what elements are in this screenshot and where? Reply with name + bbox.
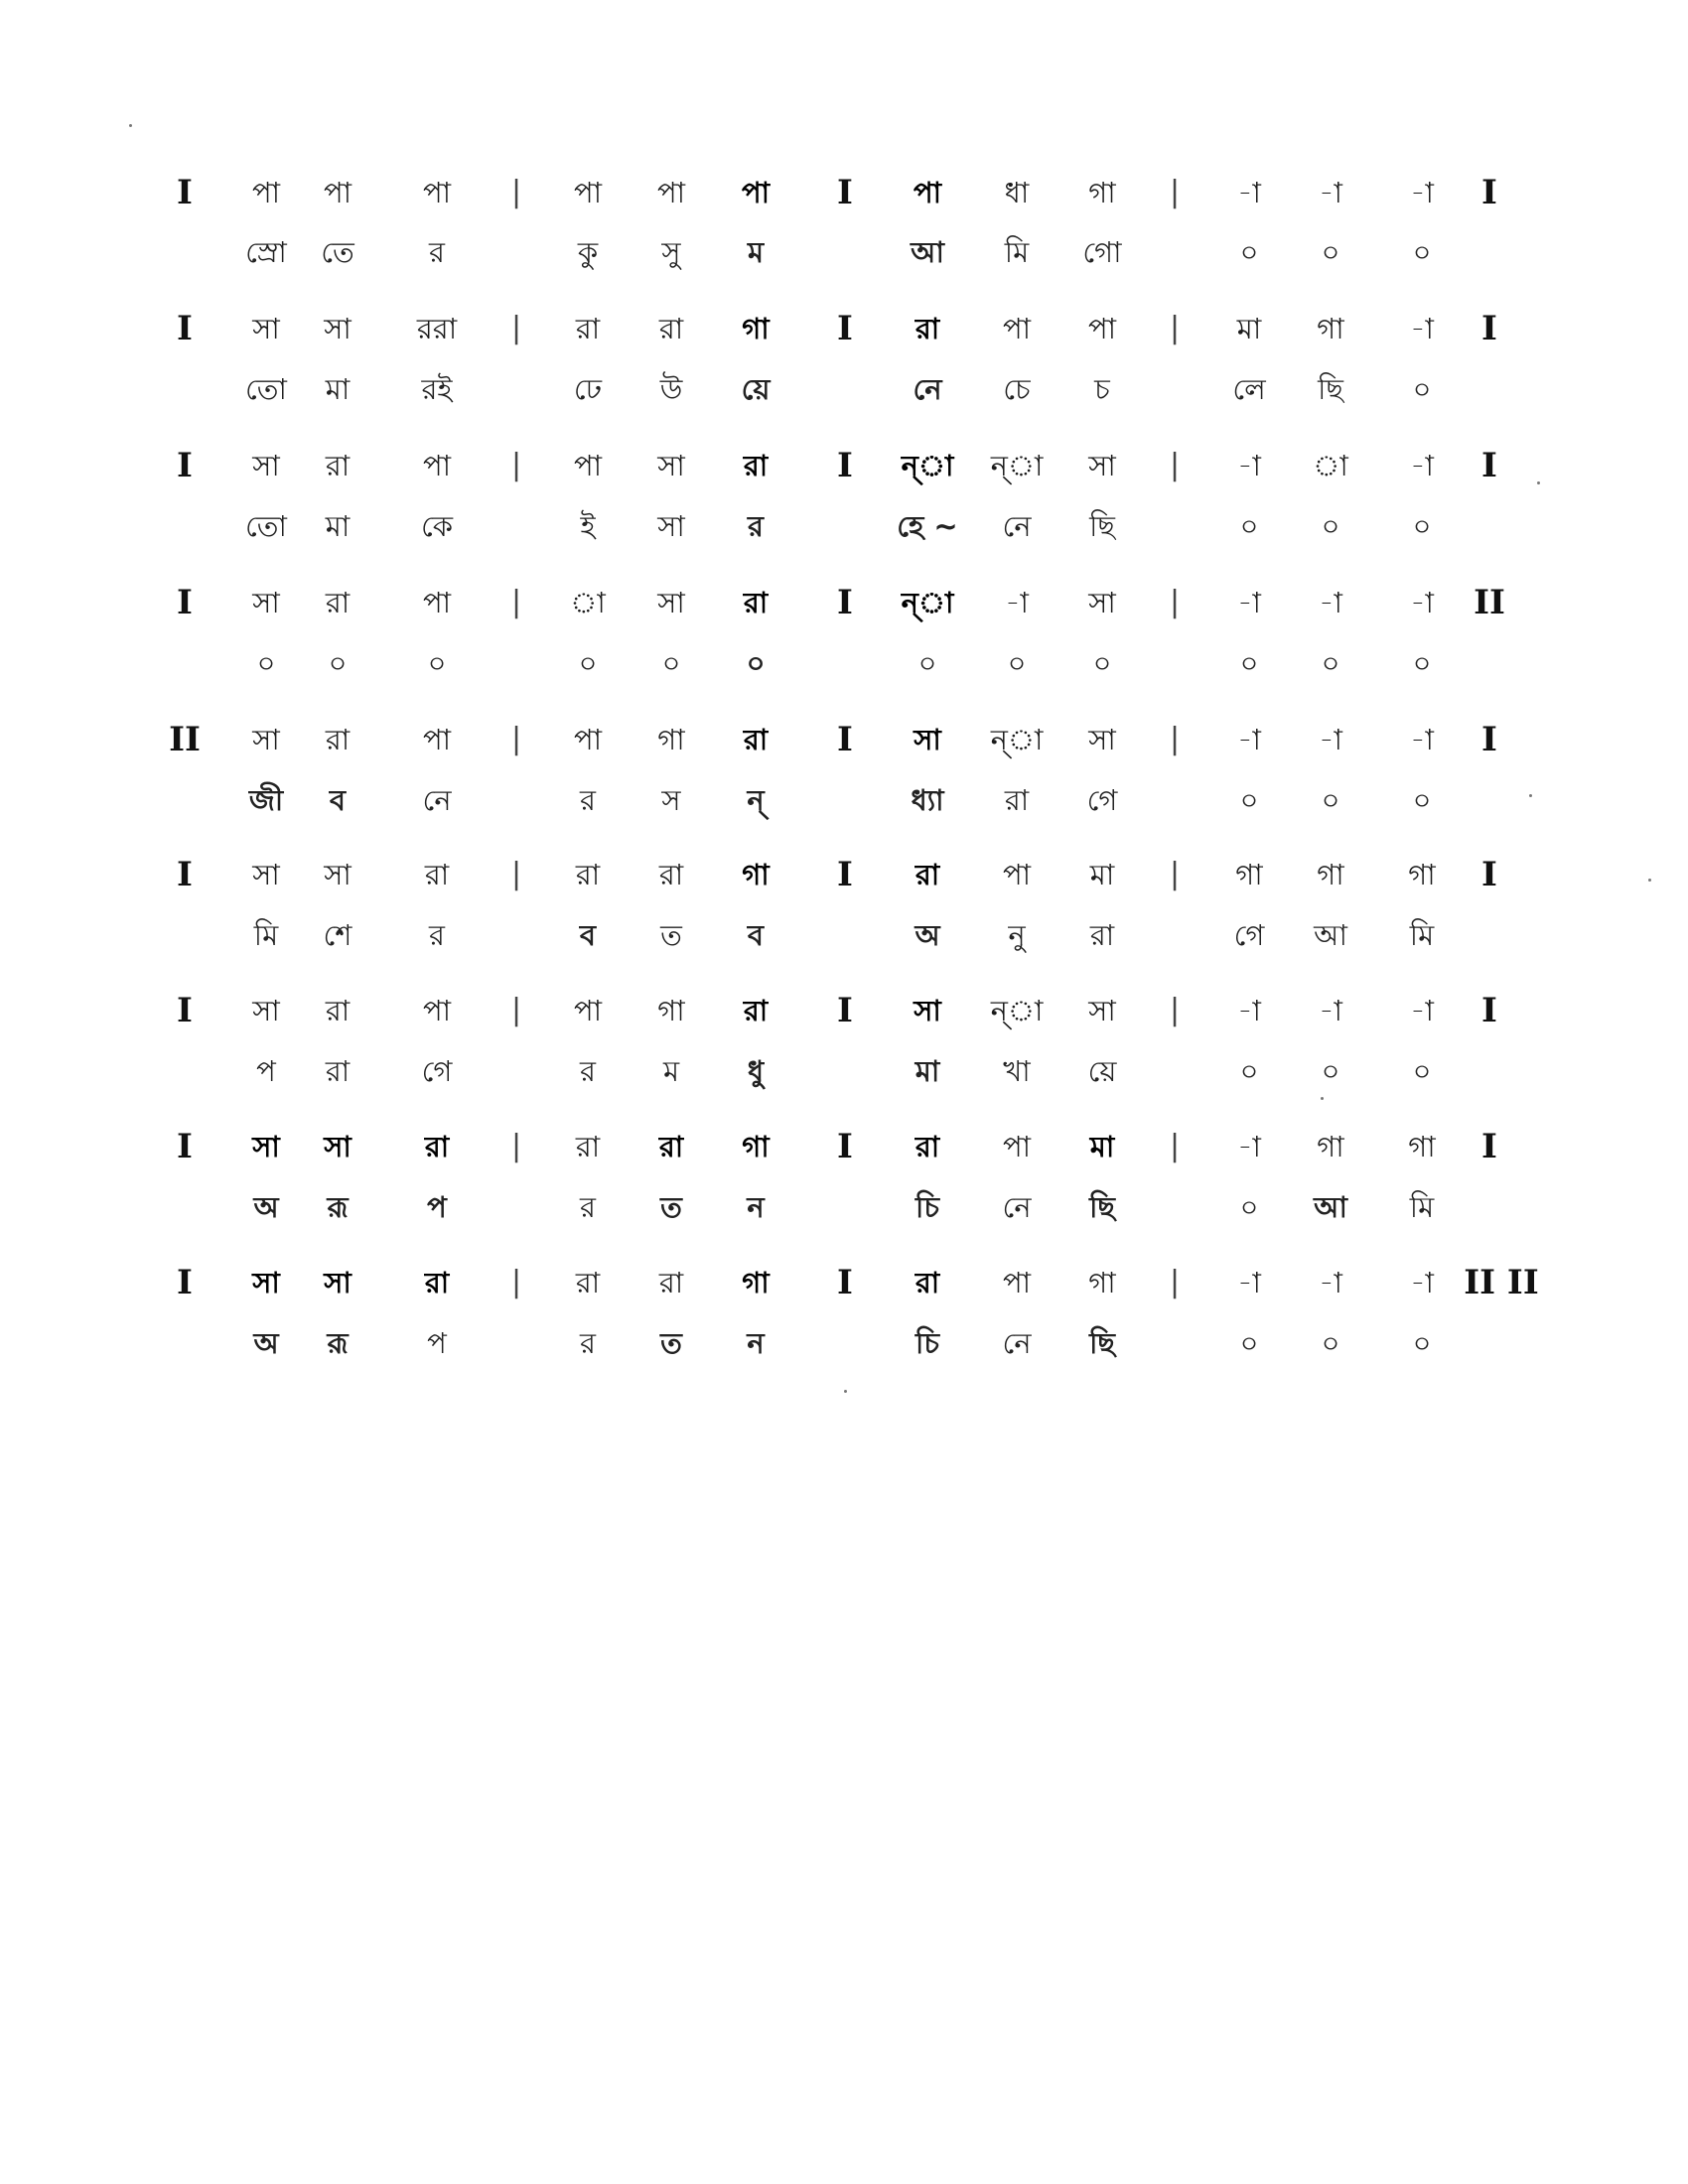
barline: I <box>837 991 853 1030</box>
beat-divider: | <box>510 1265 522 1299</box>
lyric-syllable: চে <box>1003 372 1031 406</box>
swara-note: পা <box>913 176 942 209</box>
swara-note: পা <box>1002 1266 1032 1299</box>
swara-note: গা <box>742 1266 770 1299</box>
swara-note: গা <box>1317 858 1344 891</box>
swara-note: ন্া <box>990 994 1044 1027</box>
lyric-syllable: তো <box>245 372 287 406</box>
lyric-syllable: সা <box>657 509 685 543</box>
swara-note: -া <box>1237 994 1261 1027</box>
scan-speck <box>1537 481 1540 484</box>
beat-divider: | <box>510 175 522 209</box>
barline: I <box>837 583 853 622</box>
swara-note: ন্া <box>901 586 954 619</box>
beat-divider: | <box>1169 857 1181 891</box>
swara-note: রা <box>914 1130 940 1163</box>
lyric-syllable: নু <box>1008 918 1026 952</box>
lyric-syllable: গে <box>421 1054 453 1088</box>
swara-note: রা <box>658 312 684 345</box>
swara-note: পা <box>422 449 452 482</box>
swara-note: গা <box>1088 1266 1116 1299</box>
swara-note: গা <box>1408 1130 1436 1163</box>
swara-note: গা <box>742 312 770 345</box>
swara-note: সা <box>252 994 280 1027</box>
lyric-syllable: নে <box>422 783 452 817</box>
lyric-syllable: ছি <box>1089 1190 1115 1224</box>
swara-note: রা <box>424 858 450 891</box>
swara-note: রা <box>424 1130 450 1163</box>
swara-note: গা <box>1317 312 1344 345</box>
swara-note: া <box>1313 449 1348 482</box>
lyric-syllable: রই <box>421 372 453 406</box>
swara-note: গা <box>657 994 685 1027</box>
lyric-syllable: আ <box>1314 918 1347 952</box>
barline: II <box>1474 583 1505 622</box>
lyric-syllable: চি <box>915 1326 939 1360</box>
lyric-syllable: র <box>580 1326 596 1360</box>
barline: I <box>177 446 193 485</box>
lyric-syllable: নে <box>1002 509 1032 543</box>
barline: I <box>177 583 193 622</box>
swara-note: -া <box>1319 176 1342 209</box>
swara-note: পা <box>422 994 452 1027</box>
swara-note: সা <box>324 1130 352 1163</box>
swara-note: া <box>570 586 606 619</box>
swara-note: -া <box>1410 586 1434 619</box>
swara-note: রা <box>743 723 769 756</box>
lyric-syllable: জী <box>248 783 284 817</box>
swara-note: সা <box>324 312 352 345</box>
swara-note: গা <box>742 858 770 891</box>
lyric-syllable: ম <box>747 235 765 269</box>
lyric-syllable: অ <box>914 918 940 952</box>
swara-note: ন্া <box>901 449 954 482</box>
lyric-syllable: চ <box>1094 372 1110 406</box>
lyric-syllable: ০ <box>1412 509 1432 543</box>
scan-speck <box>1648 879 1651 882</box>
swara-note: ন্া <box>990 723 1044 756</box>
lyric-syllable: ব <box>747 918 765 952</box>
lyric-syllable: য়ে <box>1087 1054 1117 1088</box>
swara-note: -া <box>1237 1130 1261 1163</box>
lyric-syllable: রূ <box>327 1326 349 1360</box>
swara-note: সা <box>1088 723 1116 756</box>
swara-note: সা <box>324 1266 352 1299</box>
swara-note: -া <box>1410 994 1434 1027</box>
swara-note: গা <box>657 723 685 756</box>
lyric-syllable: প <box>427 1326 447 1360</box>
swara-note: মা <box>1089 1130 1115 1163</box>
beat-divider: | <box>1169 175 1181 209</box>
lyric-syllable: র <box>429 235 445 269</box>
swara-note: গা <box>1317 1130 1344 1163</box>
lyric-syllable: আ <box>1314 1190 1347 1224</box>
lyric-syllable: মা <box>914 1054 940 1088</box>
lyric-syllable: ০ <box>1239 1326 1259 1360</box>
lyric-syllable: ০ <box>1239 646 1259 680</box>
swara-note: রা <box>575 312 601 345</box>
swara-note: -া <box>1410 1266 1434 1299</box>
lyric-syllable: ০ <box>1321 509 1340 543</box>
swara-note: পা <box>323 176 352 209</box>
swara-note: পা <box>1002 312 1032 345</box>
swara-note: পা <box>573 723 603 756</box>
lyric-syllable: মি <box>253 918 279 952</box>
lyric-syllable: ব <box>329 783 347 817</box>
swara-note: -া <box>1410 723 1434 756</box>
lyric-syllable: তে <box>321 235 354 269</box>
lyric-syllable: মি <box>1409 1190 1435 1224</box>
lyric-syllable: ছি <box>1089 1326 1115 1360</box>
lyric-syllable: ০ <box>1321 1054 1340 1088</box>
barline: I <box>1481 1127 1497 1166</box>
scan-speck <box>844 1390 847 1393</box>
swara-note: রা <box>658 858 684 891</box>
barline: I <box>177 173 193 212</box>
lyric-syllable: ০ <box>328 646 348 680</box>
swara-note: গা <box>1235 858 1263 891</box>
barline: I <box>837 173 853 212</box>
swara-note: ন্া <box>990 449 1044 482</box>
lyric-syllable: খা <box>1003 1054 1031 1088</box>
lyric-syllable: ত <box>660 1326 682 1360</box>
swara-note: রা <box>658 1130 684 1163</box>
lyric-syllable: অ <box>253 1190 279 1224</box>
beat-divider: | <box>510 722 522 756</box>
lyric-syllable: ০ <box>1412 783 1432 817</box>
lyric-syllable: ০ <box>1321 235 1340 269</box>
swara-note: পা <box>251 176 281 209</box>
swara-note: সা <box>252 312 280 345</box>
barline: I <box>177 855 193 894</box>
lyric-syllable: ০ <box>1321 1326 1340 1360</box>
lyric-syllable: ছি <box>1089 509 1115 543</box>
lyric-syllable: ০ <box>1007 646 1027 680</box>
lyric-syllable: ত <box>660 918 682 952</box>
swara-note: সা <box>657 449 685 482</box>
lyric-syllable: প <box>256 1054 276 1088</box>
lyric-syllable: ত <box>660 1190 682 1224</box>
swara-note: সা <box>252 586 280 619</box>
lyric-syllable: মা <box>325 509 351 543</box>
swara-note: সা <box>252 1130 280 1163</box>
lyric-syllable: গো <box>1082 235 1122 269</box>
scan-speck <box>129 124 132 127</box>
lyric-syllable: প <box>427 1190 447 1224</box>
lyric-syllable: রা <box>1089 918 1115 952</box>
swara-note: রা <box>743 586 769 619</box>
lyric-syllable: নে <box>1002 1190 1032 1224</box>
lyric-syllable: ধু <box>747 1054 765 1088</box>
swara-note: -া <box>1319 586 1342 619</box>
lyric-syllable: সু <box>661 235 681 269</box>
barline: I <box>1481 855 1497 894</box>
lyric-syllable: ০ <box>1412 1326 1432 1360</box>
barline: I <box>177 309 193 348</box>
barline: II <box>169 720 201 759</box>
swara-note: রা <box>325 994 351 1027</box>
beat-divider: | <box>510 857 522 891</box>
swara-note: রা <box>658 1266 684 1299</box>
lyric-syllable: কে <box>420 509 454 543</box>
barline: I <box>1481 309 1497 348</box>
lyric-syllable: মা <box>325 372 351 406</box>
swara-note: গা <box>1408 858 1436 891</box>
swara-note: রা <box>743 994 769 1027</box>
lyric-syllable: আ <box>911 235 944 269</box>
swara-note: রা <box>743 449 769 482</box>
lyric-syllable: র <box>580 783 596 817</box>
swara-note: রা <box>575 1130 601 1163</box>
barline: I <box>837 309 853 348</box>
beat-divider: | <box>1169 722 1181 756</box>
swara-note: সা <box>914 723 941 756</box>
barline: II II <box>1464 1263 1539 1302</box>
lyric-syllable: ম <box>662 1054 680 1088</box>
swara-note: গা <box>742 1130 770 1163</box>
swara-note: গা <box>1088 176 1116 209</box>
lyric-syllable: র <box>580 1054 596 1088</box>
lyric-syllable: গে <box>1086 783 1118 817</box>
swara-note: -া <box>1410 176 1434 209</box>
swara-note: মা <box>1236 312 1262 345</box>
scan-speck <box>1321 1097 1324 1100</box>
lyric-syllable: নে <box>913 372 942 406</box>
swara-note: -া <box>1319 994 1342 1027</box>
barline: I <box>1481 720 1497 759</box>
swara-note: রা <box>914 858 940 891</box>
swara-note: পা <box>573 176 603 209</box>
lyric-syllable: ই <box>580 509 596 543</box>
swara-note: রা <box>914 1266 940 1299</box>
barline: I <box>1481 446 1497 485</box>
lyric-syllable: ব <box>579 918 597 952</box>
swara-note: ধা <box>1004 176 1030 209</box>
swara-note: রা <box>914 312 940 345</box>
lyric-syllable: ০ <box>1092 646 1112 680</box>
swara-note: পা <box>422 723 452 756</box>
lyric-syllable: তো <box>245 509 287 543</box>
barline: I <box>837 1263 853 1302</box>
swara-note: সা <box>324 858 352 891</box>
swara-note: পা <box>1002 858 1032 891</box>
swara-note: রা <box>325 723 351 756</box>
barline: I <box>837 720 853 759</box>
swara-note: পা <box>1002 1130 1032 1163</box>
lyric-syllable: ০ <box>1321 783 1340 817</box>
lyric-syllable: ০ <box>1239 783 1259 817</box>
lyric-syllable: ০ <box>1239 235 1259 269</box>
barline: I <box>177 991 193 1030</box>
lyric-syllable: ০ <box>1321 646 1340 680</box>
lyric-syllable: ন <box>747 1326 765 1360</box>
lyric-syllable: ০ <box>578 646 598 680</box>
lyric-syllable: ন <box>747 1190 765 1224</box>
swara-note: সা <box>1088 586 1116 619</box>
swara-note: -া <box>1237 1266 1261 1299</box>
beat-divider: | <box>1169 311 1181 345</box>
swara-note: -া <box>1005 586 1029 619</box>
barline: I <box>837 446 853 485</box>
swara-note: পা <box>741 176 771 209</box>
swara-note: সা <box>657 586 685 619</box>
scan-speck <box>1529 794 1532 797</box>
lyric-syllable: মি <box>1409 918 1435 952</box>
swara-note: রা <box>424 1266 450 1299</box>
lyric-syllable: য়ে <box>741 372 771 406</box>
barline: I <box>177 1263 193 1302</box>
lyric-syllable: ন্ <box>747 783 765 817</box>
lyric-syllable: র <box>748 509 764 543</box>
lyric-syllable: গে <box>1233 918 1265 952</box>
swara-note: রা <box>325 449 351 482</box>
swara-note: ররা <box>416 312 458 345</box>
beat-divider: | <box>1169 993 1181 1027</box>
lyric-syllable: ০ <box>1239 1190 1259 1224</box>
lyric-syllable: রূ <box>327 1190 349 1224</box>
lyric-syllable: ০ <box>917 646 937 680</box>
swara-note: রা <box>575 1266 601 1299</box>
lyric-syllable: স্রো <box>245 235 287 269</box>
beat-divider: | <box>510 448 522 482</box>
lyric-syllable: ০ <box>1412 372 1432 406</box>
swara-note: সা <box>252 723 280 756</box>
lyric-syllable: শে <box>323 918 352 952</box>
lyric-syllable: হে ~ <box>897 509 958 543</box>
lyric-syllable: চি <box>915 1190 939 1224</box>
swara-note: -া <box>1237 586 1261 619</box>
swara-note: -া <box>1410 312 1434 345</box>
lyric-syllable: মি <box>1004 235 1030 269</box>
swara-note: -া <box>1237 176 1261 209</box>
beat-divider: | <box>1169 448 1181 482</box>
lyric-syllable: ০ <box>1239 1054 1259 1088</box>
lyric-syllable: ০ <box>746 646 766 680</box>
beat-divider: | <box>1169 1265 1181 1299</box>
swara-note: -া <box>1237 449 1261 482</box>
swara-note: সা <box>914 994 941 1027</box>
swara-note: রা <box>325 586 351 619</box>
swara-note: সা <box>1088 449 1116 482</box>
swara-note: পা <box>1087 312 1117 345</box>
swara-note: সা <box>252 449 280 482</box>
swara-note: রা <box>575 858 601 891</box>
swara-note: সা <box>1088 994 1116 1027</box>
barline: I <box>177 1127 193 1166</box>
barline: I <box>1481 173 1497 212</box>
lyric-syllable: রা <box>1004 783 1030 817</box>
beat-divider: | <box>510 993 522 1027</box>
lyric-syllable: ০ <box>1412 646 1432 680</box>
lyric-syllable: ০ <box>1239 509 1259 543</box>
barline: I <box>837 855 853 894</box>
swara-note: মা <box>1089 858 1115 891</box>
lyric-syllable: ০ <box>1412 235 1432 269</box>
barline: I <box>837 1127 853 1166</box>
swara-note: পা <box>422 586 452 619</box>
lyric-syllable: ধ্যা <box>911 783 944 817</box>
swara-note: -া <box>1319 723 1342 756</box>
beat-divider: | <box>1169 585 1181 619</box>
swara-note: পা <box>573 449 603 482</box>
beat-divider: | <box>510 311 522 345</box>
swara-note: পা <box>422 176 452 209</box>
beat-divider: | <box>510 1129 522 1163</box>
lyric-syllable: অ <box>253 1326 279 1360</box>
lyric-syllable: ০ <box>256 646 276 680</box>
lyric-syllable: ০ <box>427 646 447 680</box>
lyric-syllable: ঢে <box>573 372 603 406</box>
lyric-syllable: র <box>429 918 445 952</box>
lyric-syllable: স <box>661 783 681 817</box>
barline: I <box>1481 991 1497 1030</box>
swara-note: -া <box>1410 449 1434 482</box>
lyric-syllable: কু <box>577 235 599 269</box>
lyric-syllable: ০ <box>1412 1054 1432 1088</box>
beat-divider: | <box>1169 1129 1181 1163</box>
lyric-syllable: ০ <box>661 646 681 680</box>
swara-note: পা <box>656 176 686 209</box>
lyric-syllable: লে <box>1232 372 1266 406</box>
beat-divider: | <box>510 585 522 619</box>
lyric-syllable: নে <box>1002 1326 1032 1360</box>
lyric-syllable: র <box>580 1190 596 1224</box>
swara-note: পা <box>573 994 603 1027</box>
swara-note: -া <box>1319 1266 1342 1299</box>
swara-note: সা <box>252 1266 280 1299</box>
swara-note: সা <box>252 858 280 891</box>
lyric-syllable: রা <box>325 1054 351 1088</box>
lyric-syllable: ছি <box>1318 372 1343 406</box>
swara-note: -া <box>1237 723 1261 756</box>
lyric-syllable: উ <box>659 372 683 406</box>
